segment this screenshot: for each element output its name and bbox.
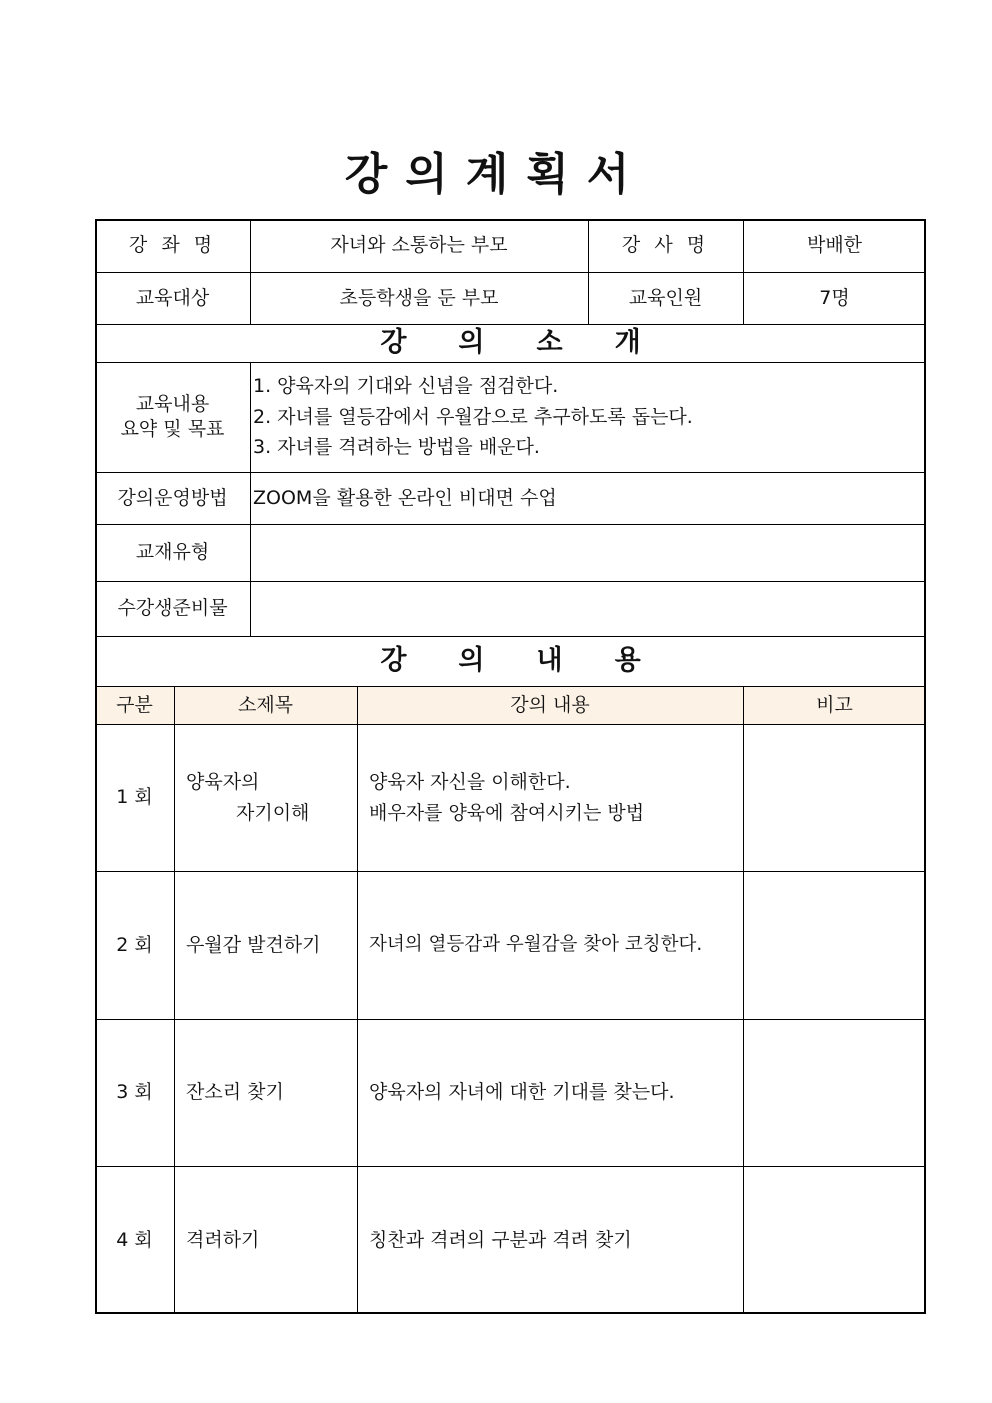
session-note [743,1166,926,1314]
lecture-plan-table [95,219,926,1314]
intro-heading: 강 의 소 개 [380,327,641,359]
capacity-value: 7명 [819,286,850,309]
session-subtitle: 격려하기 [186,1228,260,1251]
summary-item: 2. 자녀를 열등감에서 우월감으로 추구하도록 돕는다. [253,405,693,428]
target-value: 초등학생을 둔 부모 [339,286,499,309]
summary-item: 3. 자녀를 격려하는 방법을 배운다. [253,436,540,459]
column-header: 강의 내용 [510,693,590,716]
method-value: ZOOM을 활용한 온라인 비대면 수업 [253,486,557,509]
session-number: 4 회 [116,1228,153,1251]
material-label: 교재유형 [135,541,210,564]
session-subtitle: 우월감 발견하기 [186,933,321,956]
session-content: 양육자 자신을 이해한다. 배우자를 양육에 참여시키는 방법 [369,771,645,824]
instructor-value: 박배한 [806,234,863,257]
column-header: 구분 [116,693,153,716]
target-label: 교육대상 [135,286,210,309]
course-label: 강 좌 명 [128,234,217,257]
session-content: 자녀의 열등감과 우월감을 찾아 코칭한다. [369,933,703,955]
session-number: 1 회 [116,786,153,809]
material-value [253,524,923,581]
instructor-label: 강 사 명 [621,234,710,257]
column-header: 비고 [816,693,853,716]
summary-item: 1. 양육자의 기대와 신념을 점검한다. [253,375,559,398]
session-content: 양육자의 자녀에 대한 기대를 찾는다. [369,1081,675,1104]
session-note [743,724,926,871]
session-number: 3 회 [116,1081,153,1104]
course-value: 자녀와 소통하는 부모 [330,234,508,257]
session-note [743,871,926,1019]
method-label: 강의운영방법 [117,486,228,509]
prep-label: 수강생준비물 [117,597,228,620]
prep-value [253,581,923,636]
session-note [743,1019,926,1166]
session-subtitle: 양육자의 자기이해 [186,771,310,824]
page-title: 강의계획서 [344,149,648,200]
session-subtitle: 잔소리 찾기 [186,1081,284,1104]
summary-label: 교육내용 요약 및 목표 [120,393,225,440]
session-content: 칭찬과 격려의 구분과 격려 찾기 [369,1228,632,1251]
summary-content [253,362,923,472]
column-header: 소제목 [237,693,294,716]
content-heading: 강 의 내 용 [380,645,641,677]
capacity-label: 교육인원 [628,286,703,309]
session-number: 2 회 [116,933,153,956]
